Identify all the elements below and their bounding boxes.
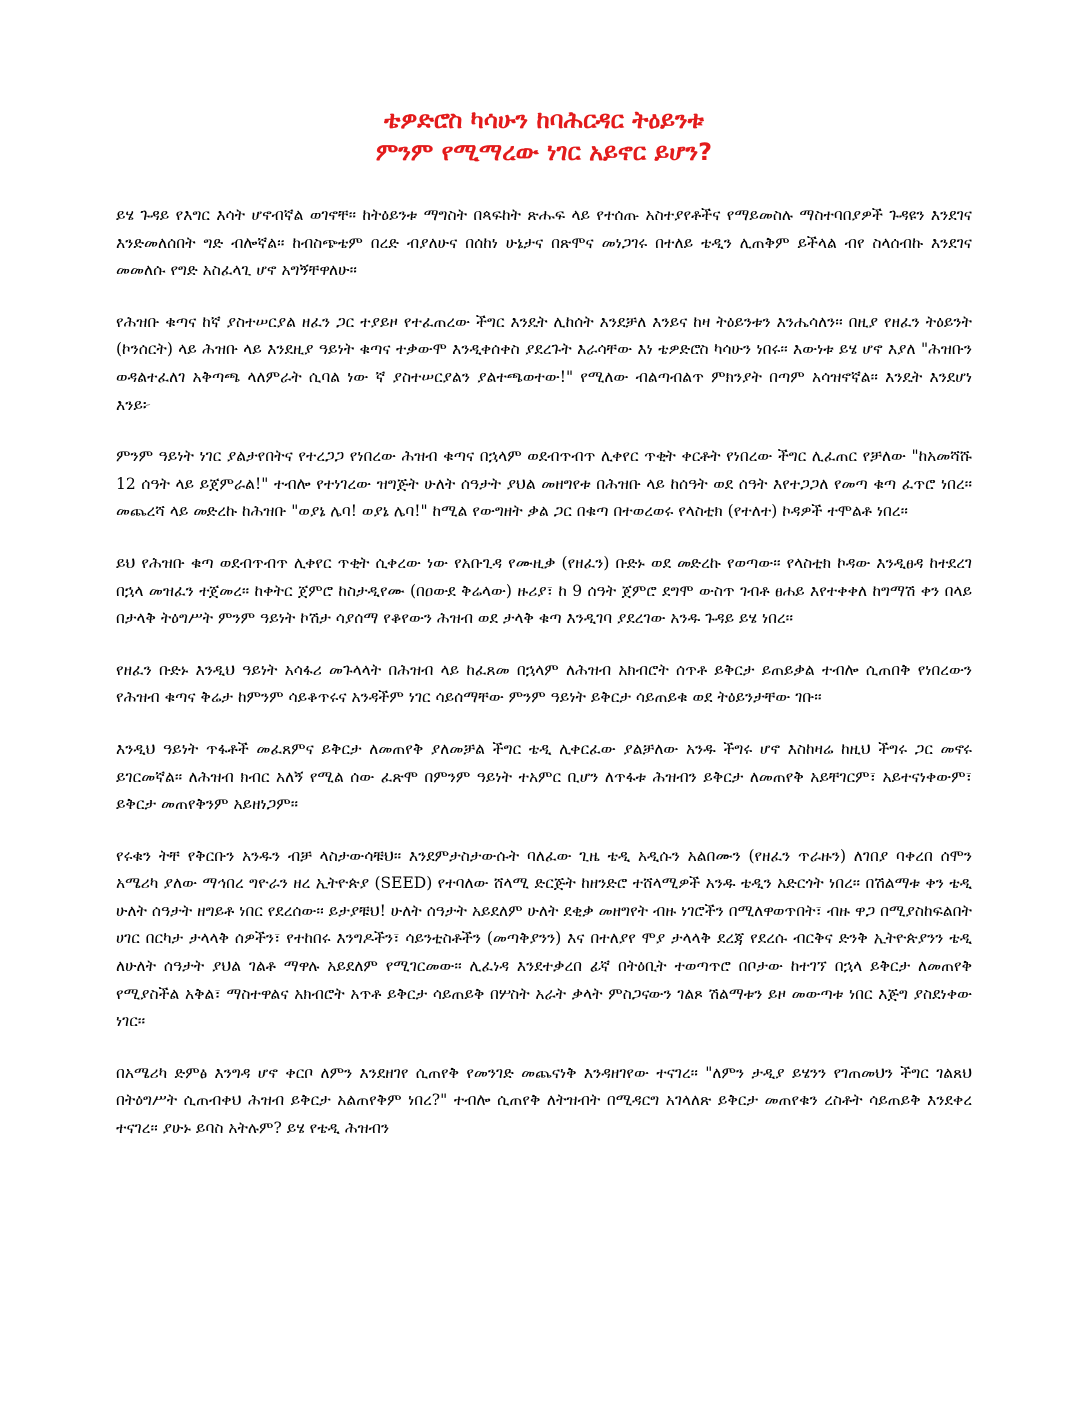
- paragraph-4: ይህ የሕዝቡ ቁጣ ወደብጥብጥ ሊቀየር ጥቂት ሲቀረው ነው የአቡጊዳ የሙዚቃ (የዘፈን) ቡድኑ ወደ መድረኩ የወጣው፡፡ የላስቲክ ኮዳው እንዲፀዳ ከተደረገ በኋላ መዝፈን ተጀመረ፡፡ ከቀትር ጀምሮ ከስታዲየሙ (በዐውደ ቅሬላው) ዙሪያ፣ ከ 9 ሰዓት ጀምሮ ደግሞ ውስጥ ገብቶ ፀሐይ እየተቀቀለ ከግማሽ ቀን በላይ በታላቅ ትዕግሥት ምንም ዓይነት ኮሽታ ሳያሰማ የቆየውን ሕዝብ ወደ ታላቅ ቁጣ እንዲገባ ያደረገው አንዱ ጉዳይ ይሄ ነበረ፡፡: [116, 553, 972, 628]
- paragraph-7: የሩቁን ትቸ የቅርቡን አንዱን ብቻ ላስታውሳቹህ፡፡ እንደምታስታውሱት ባለፈው ጊዜ ቴዲ አዲሱን አልበሙን (የዘፈን ጥራዙን) ለገበያ ባቀረበ ሰሞን አሜሪካ ያለው ማኅበረ ግዮራን ዘረ ኢትዮጵያ (SEED) የተባለው ሸላሚ ድርጅት ከዘንድሮ ተሸላሚዎች አንዱ ቴዲን አድርጎት ነበረ፡፡ በሽልማቱ ቀን ቴዲ ሁለት ሰዓታት ዘግይቶ ነበር የደረሰው፡፡ ይታያቹህ! ሁለት ሰዓታት አይደለም ሁለት ደቂቃ መዘግየት ብዙ ነገሮችን በሚለዋወጥበት፣ ብዙ ዋጋ በሚያስከፍልበት ሀገር በርካታ ታላላቅ ሰዎችን፣ የተከበሩ እንግዶችን፣ ሳይንቲስቶችን (መጣቅያንን) እና በተለያየ ሞያ ታላላቅ ደረጃ የደረሱ ብርቅና ድንቅ ኢትዮጵያንን ቴዲ ለሁለት ሰዓታት ያህል ገልቶ ማዋሉ አይደለም የሚገርመው፡፡ ሊፈነዳ እንደተቃረበ ፊኛ በትዕቢት ተወጣጥሮ በቦታው ከተገኘ በኋላ ይቅርታ ለመጠየቅ የሚያስችል አቅል፣ ማስተዋልና አክብሮት አጥቶ ይቅርታ ሳይጠይቅ በሦስት አራት ቃላት ምስጋናውን ገልጾ ሽልማቱን ይዞ መውጣቱ ነበር እጅግ ያስደነቀው ነገር፡፡: [116, 846, 972, 1031]
- paragraph-3: ምንም ዓይነት ነገር ያልታየበትና የተረጋጋ የነበረው ሕዝብ ቁጣና በኋላም ወደብጥብጥ ሊቀየር ጥቂት ቀርቶት የነበረው ችግር ሊፈጠር የቻለው "ከአመሻሹ 12 ሰዓት ላይ ይጀምራል!" ተብሎ የተነገረው ዝግጅት ሁለት ሰዓታት ያህል መዘግየቱ በሕዝቡ ላይ ከሰዓት ወደ ሰዓት እየተጋጋለ የመጣ ቁጣ ፈጥሮ ነበረ፡፡ መጨረሻ ላይ መድረኩ ከሕዝቡ "ወያኔ ሌባ! ወያኔ ሌባ!" ከሚል የውግዘት ቃል ጋር በቁጣ በተወረወሩ የላስቲክ (የተለተ) ኮዳዎች ተሞልቶ ነበረ፡፡: [116, 447, 972, 521]
- article-body: [116, 202, 972, 1167]
- paragraph-1: ይሄ ጉዳይ የእግር እሳት ሆኖብኛል ወገኖቸ፡፡ ከትዕይንቱ ማግስት በጳፍከት ጽሑፍ ላይ የተሰጡ አስተያየቶችና የማይመስሉ ማስተባበያዎች ጉዳዩን እንደገና እንድመለሰበት ግድ ብሎኛል፡፡ ከብስጭቴም በረድ ብያለሁና በሰከነ ሁኔታና በጽሞና መነጋገሩ በተለይ ቴዲን ሊጠቅም ይችላል ብየ ስላሰብኩ እንደገና መመለሱ የግድ አስፈላጊ ሆኖ አግኝቸዋለሁ፡፡: [116, 206, 972, 280]
- document-title: [0, 104, 1088, 168]
- title-line-1: ቴዎድሮስ ካሳሁን ከባሕርዳር ትዕይንቱ: [384, 106, 704, 134]
- paragraph-5: የዘፈን ቡድኑ እንዲህ ዓይነት አሳፋሪ መጉላላት በሕዝብ ላይ ከፈጸመ በኋላም ለሕዝብ አክብሮት ሰጥቶ ይቅርታ ይጠይቃል ተብሎ ሲጠበቅ የነበረውን የሕዝብ ቁጣና ቅሬታ ከምንም ሳይቆጥሩና አንዳችም ነገር ሳይሰማቸው ምንም ዓይነት ይቅርታ ሳይጠይቁ ወደ ትዕይንታቸው ገቡ፡፡: [116, 660, 972, 707]
- paragraph-2: የሕዝቡ ቁጣና ከኛ ያስተሠርያል ዘፈን ጋር ተያይዞ የተፈጠረው ችግር እንዴት ሊከሰት እንደቻለ እንይና ከዛ ትዕይንቱን እንሔሳለን፡፡ በዚያ የዘፈን ትዕይንት (ኮንሰርት) ላይ ሕዝቡ ላይ እንደዚያ ዓይነት ቁጣና ተቃውሞ እንዲቀሰቀስ ያደረጉት እራሳቸው እነ ቴዎድሮስ ካሳሁን ነበሩ፡፡ እውነቱ ይሄ ሆኖ እያለ "ሕዝቡን ወዳልተፈለገ አቅጣጫ ላለምራት ሲባል ነው ኛ ያስተሠርያልን ያልተጫወተው!" የሚለው ብልጣብልጥ ምክንያት በጣም አሳዝኖኛል፡፡ እንዴት እንደሆነ እንይ፦: [116, 312, 972, 414]
- title-line-2: ምንም የሚማረው ነገር አይኖር ይሆን?: [375, 138, 713, 166]
- paragraph-6: እንዲህ ዓይነት ጥፋቶች መፈጸምና ይቅርታ ለመጠየቅ ያለመቻል ችግር ቴዲ ሊቀርፈው ያልቻለው አንዱ ችግሩ ሆኖ እስከዛሬ ከዚህ ችግሩ ጋር መኖሩ ይገርመኛል፡፡ ለሕዝብ ክብር አለኝ የሚል ሰው ፈጽሞ በምንም ዓይነት ተአምር ቢሆን ለጥፋቱ ሕዝብን ይቅርታ ለመጠየቅ አይቸገርም፣ አይተናነቀውም፣ ይቅርታ መጠየቅንም አይዘነጋም፡፡: [116, 739, 972, 814]
- paragraph-8: በአሜሪካ ድምፅ እንግዳ ሆኖ ቀርቦ ለምን እንደዘገየ ሲጠየቅ የመንገድ መጨናነቅ እንዳዘገየው ተናገረ፡፡ "ለምን ታዲያ ይሄንን የገጠመህን ችግር ገልጸህ በትዕግሥት ሲጠብቀህ ሕዝብ ይቅርታ አልጠየቅም ነበረ?" ተብሎ ሲጠየቅ ለትዝብት በሚዳርግ አገላለጽ ይቅርታ መጠየቁን ረስቶት ሳይጠይቅ እንደቀረ ተናገረ፡፡ ያሁኑ ይባስ አትሉም? ይሄ የቴዲ ሕዝብን: [116, 1063, 972, 1138]
